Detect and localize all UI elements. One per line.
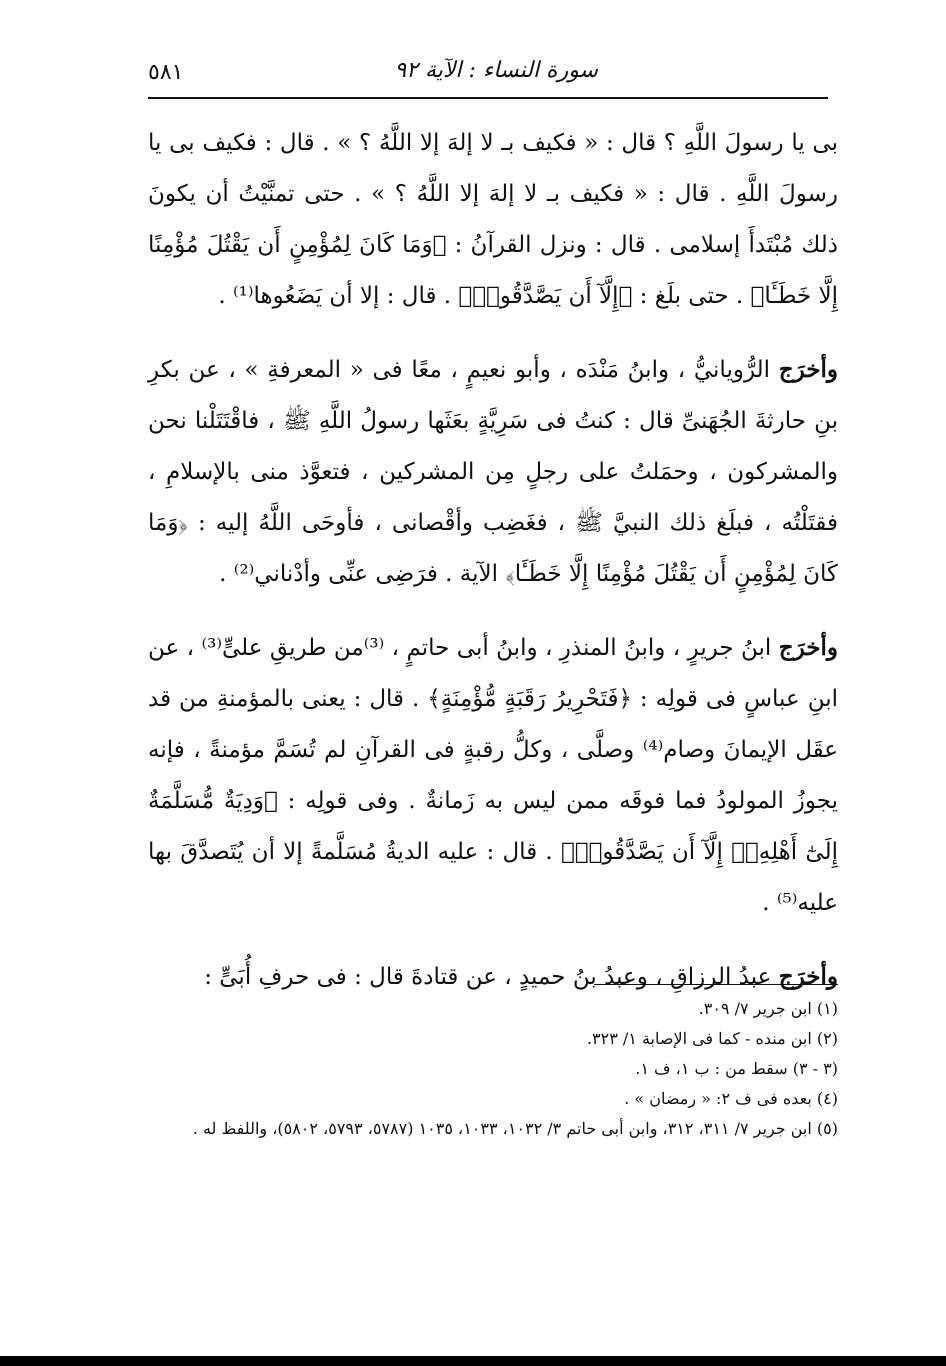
footnote-2: (٢) ابن منده - كما فى الإصابة ١/ ٣٢٣. [586,1029,838,1048]
paragraph-ibn-jarir [148,622,838,929]
footnote-4: (٤) بعده فى ف ٢: « رمضان » . [624,1089,838,1108]
footnote-5: (٥) ابن جرير ٧/ ٣١١، ٣١٢، وابن أبى حاتم ٣/ ١٠٣٢، ١٠٣٣، ١٠٣٥ (٥٧٨٧، ٥٧٩٣، ٥٨٠٢)، واللفظ له . [192,1119,838,1138]
footnote-3: (٣ - ٣) سقط من : ب ١، ف ١. [635,1059,838,1078]
paragraph-ruyani [148,344,838,600]
paragraph-text: وأخرَج الرُّويانيُّ ، وابنُ مَنْدَه ، وأبو نعيمٍ ، معًا فى « المعرفةِ » ، عن بكرِ بنِ حارثةَ الجُهَنىِّ قال : كنتُ فى سَرِيَّةٍ بعَثَها رسولُ اللَّهِ ﷺ ، فاقْتَتَلْنا نحن والمشركون ، وحمَلتُ على رجلٍ مِن المشركين ، فتعوَّذ منى بالإسلامِ ، فقتَلْتُه ، فبلَغ ذلك النبيَّ ﷺ ، فغَضِب وأقْصانى ، فأوحَى اللَّهُ إليه : ﴿وَمَا كَانَ لِمُؤْمِنٍ أَن يَقْتُلَ مُؤْمِنًا إِلَّا خَطَـَٔا﴾ الآية . فرَضِى عنِّى وأدْناني⁽²⁾ . [148,356,838,587]
lead-word: وأخرَج [778,963,838,990]
page-header [148,56,828,92]
footnote-rule [594,984,838,985]
lead-word: وأخرَج [778,356,838,383]
running-title: سورة النساء : الآية ٩٢ [394,58,598,83]
page-number: ٥٨١ [148,60,184,85]
paragraph-text: بى يا رسولَ اللَّهِ ؟ قال : « فكيف بـ لا إلهَ إلا اللَّهُ ؟ » . قال : فكيف بى يا رسولَ اللَّهِ . قال : « فكيف بـ لا إلهَ إلا اللَّهُ ؟ » . حتى تمنَّيْتُ أن يكونَ ذلك مُبْتَدأَ إسلامى . قال : ونزل القرآنُ : ﴿وَمَا كَانَ لِمُؤْمِنٍ أَن يَقْتُلَ مُؤْمِنًا إِلَّا خَطَـَٔا﴾ . حتى بلَغ : ﴿إِلَّآ أَن يَصَّدَّقُوا۟﴾ . قال : إلا أن يَضَعُوها⁽¹⁾ . [148,130,838,309]
paragraph-text: وأخرَج ابنُ جريرٍ ، وابنُ المنذرِ ، وابنُ أبى حاتمٍ ، ⁽³⁾من طريقِ علىٍّ⁽³⁾ ، عن ابنِ عباسٍ فى قولِه : ﴿فَتَحْرِيرُ رَقَبَةٍ مُّؤْمِنَةٍ﴾ . قال : يعنى بالمؤمنةِ من قد عقَل الإيمانَ وصام⁽⁴⁾ وصلَّى ، وكلُّ رقبةٍ فى القرآنِ لم تُسَمَّ مؤمنةً ، فإنه يجوزُ المولودُ فما فوقَه ممن ليس به زَمانةٌ . وفى قولِه : ﴿وَدِيَةٌ مُّسَلَّمَةٌ إِلَىٰٓ أَهْلِهِۦٓ إِلَّآ أَن يَصَّدَّقُوا۟﴾ . قال : عليه الديةُ مُسَلَّمةً إلا أن يُتَصدَّقَ بها عليه⁽⁵⁾ . [148,634,838,916]
paragraph-hadith-continuation [148,118,838,322]
header-rule [148,97,828,99]
footnotes [148,994,838,1144]
scan-edge [0,1356,946,1366]
paragraph-text: وأخرَج عبدُ الرزاقِ ، وعبدُ بنُ حميدٍ ، عن قتادةَ قال : فى حرفِ أُبَىٍّ : [204,963,838,990]
main-text [148,118,838,1025]
footnote-1: (١) ابن جرير ٧/ ٣٠٩. [698,999,838,1018]
lead-word: وأخرَج [778,634,838,661]
